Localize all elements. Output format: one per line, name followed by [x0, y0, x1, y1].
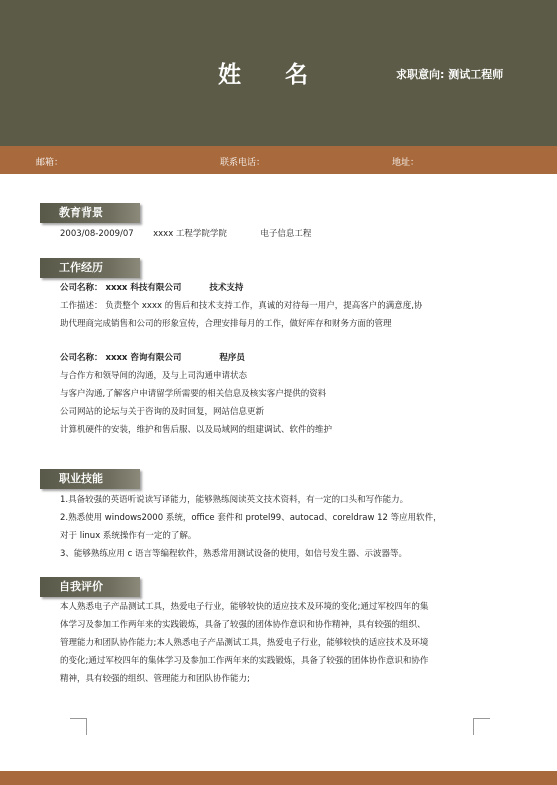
work-section-title: 工作经历 [40, 258, 140, 278]
self-eval-line: 体学习及参加工作两年来的实践锻炼，具备了较强的团体协作意识和协作精神，具有较强的组织、 [60, 620, 426, 630]
resume-header [0, 0, 557, 146]
job2-line3: 公司网站的论坛与关于咨询的及时回复，网站信息更新 [60, 407, 265, 417]
job2-role: 程序员 [219, 353, 245, 363]
job2-line2: 与客户沟通,了解客户申请留学所需要的相关信息及核实客户提供的资料 [60, 389, 327, 399]
skills-line1: 1.具备较强的英语听说读写译能力，能够熟练阅读英文技术资料，有一定的口头和写作能力。 [60, 495, 409, 505]
phone-label: 联系电话： [220, 158, 266, 168]
job1-desc-line2: 助代理商完成销售和公司的形象宣传，合理安排每月的工作，做好库存和财务方面的管理 [60, 319, 392, 329]
email-label: 邮箱： [36, 158, 64, 168]
contact-bar [0, 146, 557, 174]
job2-line1: 与合作方和领导间的沟通，及与上司沟通申请状态 [60, 371, 248, 381]
skills-line4: 3、能够熟练应用 c 语言等编程软件，熟悉常用测试设备的使用，如信号发生器、示波器等。 [60, 549, 407, 559]
job2-company-label: 公司名称： [60, 353, 103, 363]
job1-header [60, 281, 243, 293]
job-intent-label: 求职意向: [396, 68, 445, 81]
self-eval-line: 管理能力和团队协作能力;本人熟悉电子产品测试工具，热爱电子行业，能够较快的适应技术及环境 [60, 638, 429, 648]
corner-mark-right [473, 718, 490, 735]
education-school: xxxx 工程学院学院 [153, 229, 227, 239]
job1-company-label: 公司名称： [60, 283, 103, 293]
skills-line3: 对于 linux 系统操作有一定的了解。 [60, 531, 197, 541]
skills-line2: 2.熟悉使用 windows2000 系统，office 套件和 protel99、autocad、coreldraw 12 等应用软件， [60, 513, 442, 523]
job1-desc-line1: 工作描述： 负责整个 xxxx 的售后和技术支持工作，真诚的对待每一用户，提高客户的满意度,协 [60, 301, 423, 311]
job1-role: 技术支持 [209, 283, 244, 293]
self-eval-line: 的变化;通过军校四年的集体学习及参加工作两年来的实践锻炼，具备了较强的团体协作意识和协作 [60, 656, 429, 666]
job-intent [396, 66, 503, 82]
self-eval-section-title: 自我评价 [40, 577, 140, 597]
job2-line4: 计算机硬件的安装，维护和售后服、以及局域网的组建调试、软件的维护 [60, 425, 333, 435]
education-major: 电子信息工程 [260, 229, 312, 239]
address-label: 地址： [392, 158, 420, 168]
education-entry [60, 227, 311, 239]
corner-mark-left [70, 718, 87, 735]
skills-section-title: 职业技能 [40, 469, 140, 489]
job-intent-value: 测试工程师 [448, 68, 504, 81]
footer-bar [0, 771, 557, 785]
job2-header [60, 351, 245, 363]
job2-company: xxxx 咨询有限公司 [105, 353, 182, 363]
self-eval-line: 本人熟悉电子产品测试工具，热爱电子行业，能够较快的适应技术及环境的变化;通过军校四年的集 [60, 602, 429, 612]
education-date: 2003/08-2009/07 [60, 229, 134, 239]
education-section-title: 教育背景 [40, 203, 140, 223]
job1-company: xxxx 科技有限公司 [105, 283, 182, 293]
candidate-name: 姓 名 [218, 62, 327, 88]
self-eval-line: 精神，具有较强的组织、管理能力和团队协作能力; [60, 674, 250, 684]
